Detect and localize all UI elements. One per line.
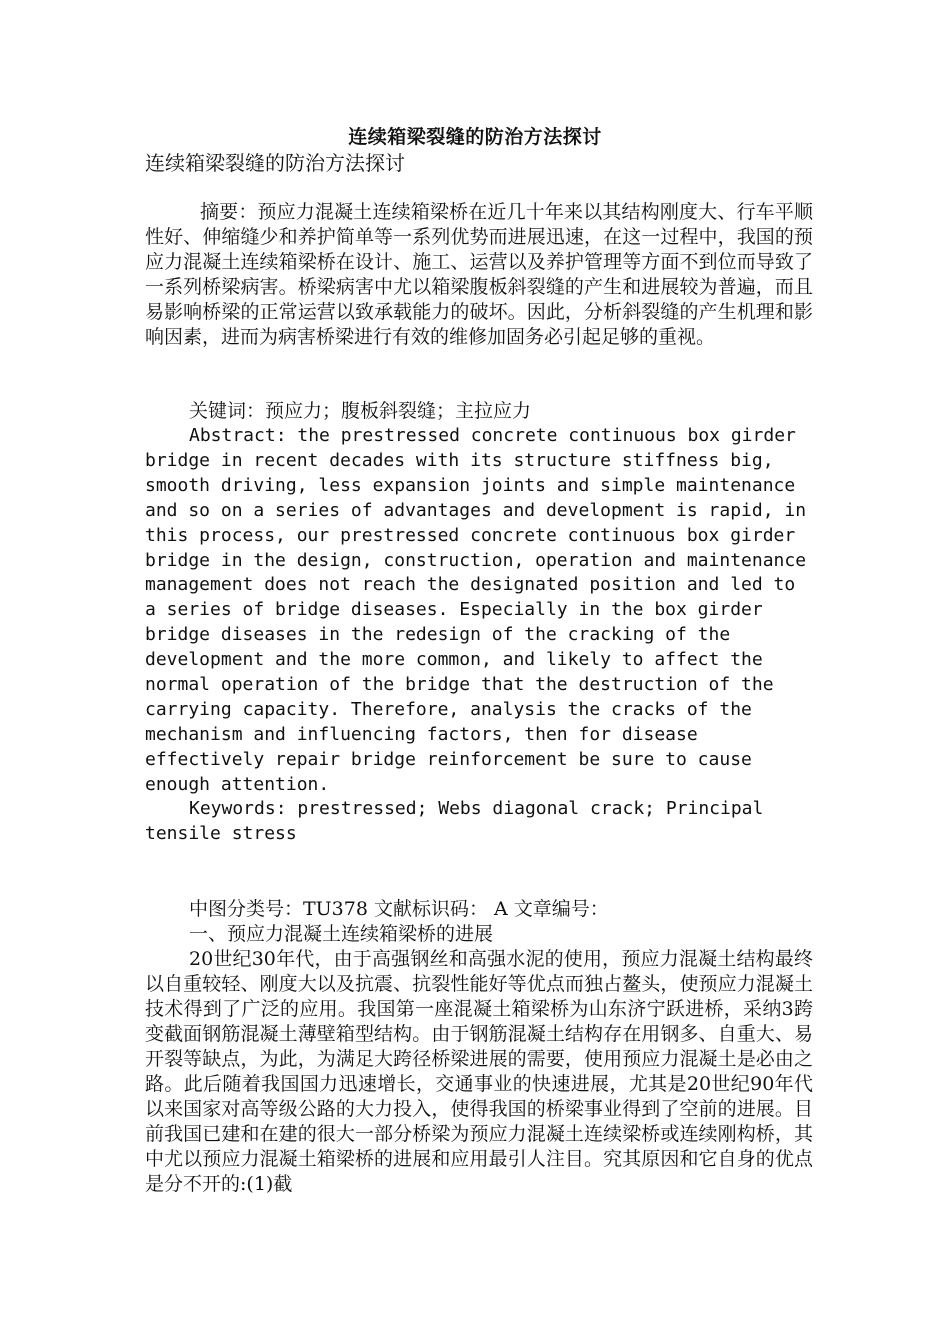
abstract-chinese: 摘要：预应力混凝土连续箱梁桥在近几十年来以其结构刚度大、行车平顺性好、伸缩缝少和养护简单等一系列优势而进展迅速，在这一过程中，我国的预应力混凝土连续箱梁桥在设计、施工、运营以及养护管理等方面不到位而导致了一系列桥梁病害。桥梁病害中尤以箱梁腹板斜裂缝的产生和进展较为普遍，而且易影响桥梁的正常运营以致承载能力的破坏。因此，分析斜裂缝的产生机理和影响因素，进而为病害桥梁进行有效的维修加固务必引起足够的重视。: [145, 201, 813, 348]
document-subtitle: 连续箱梁裂缝的防治方法探讨: [145, 151, 405, 175]
abstract-english: Abstract: the prestressed concrete continuous box girder bridge in recent decades with its structure stiffness big, smooth driving, less expansion joints and simple maintenance and so on a series of advantages and development is rapid, in this process, our prestressed concrete continuous box girder bridge in the design, construction, operation and maintenance management does not reach the designated position and led to a series of bridge diseases. Especially in the box girder bridge diseases in the redesign of the cracking of the development and the more common, and likely to affect the normal operation of the bridge that the destruction of the carrying capacity. Therefore, analysis the cracks of the mechanism and influencing factors, then for disease effectively repair bridge reinforcement be sure to cause enough attention.: [145, 425, 807, 795]
keywords-chinese: 关键词：预应力；腹板斜裂缝；主拉应力: [189, 400, 532, 422]
section-body: 20世纪30年代，由于高强钢丝和高强水泥的使用，预应力混凝土结构最终以自重较轻、刚度大以及抗震、抗裂性能好等优点而独占鳌头，使预应力混凝土技术得到了广泛的应用。我国第一座混凝土箱梁桥为山东济宁跃进桥，采纳3跨变截面钢筋混凝土薄壁箱型结构。由于钢筋混凝土结构存在用钢多、自重大、易开裂等缺点，为此，为满足大跨径桥梁进展的需要，使用预应力混凝土是必由之路。此后随着我国国力迅速增长，交通事业的快速进展，尤其是20世纪90年代以来国家对高等级公路的大力投入，使得我国的桥梁事业得到了空前的进展。目前我国已建和在建的很大一部分桥梁为预应力混凝土连续梁桥或连续刚构桥，其中尤以预应力混凝土箱梁桥的进展和应用最引人注目。究其原因和它自身的优点是分不开的:(1)截: [145, 948, 813, 1195]
classification-line: 中图分类号：TU378 文献标识码： A 文章编号：: [189, 898, 609, 920]
document-title: 连续箱梁裂缝的防治方法探讨: [348, 126, 602, 148]
section-heading: 一、预应力混凝土连续箱梁桥的进展: [189, 923, 494, 945]
keywords-english: Keywords: prestressed; Webs diagonal crack; Principal tensile stress: [145, 798, 764, 844]
